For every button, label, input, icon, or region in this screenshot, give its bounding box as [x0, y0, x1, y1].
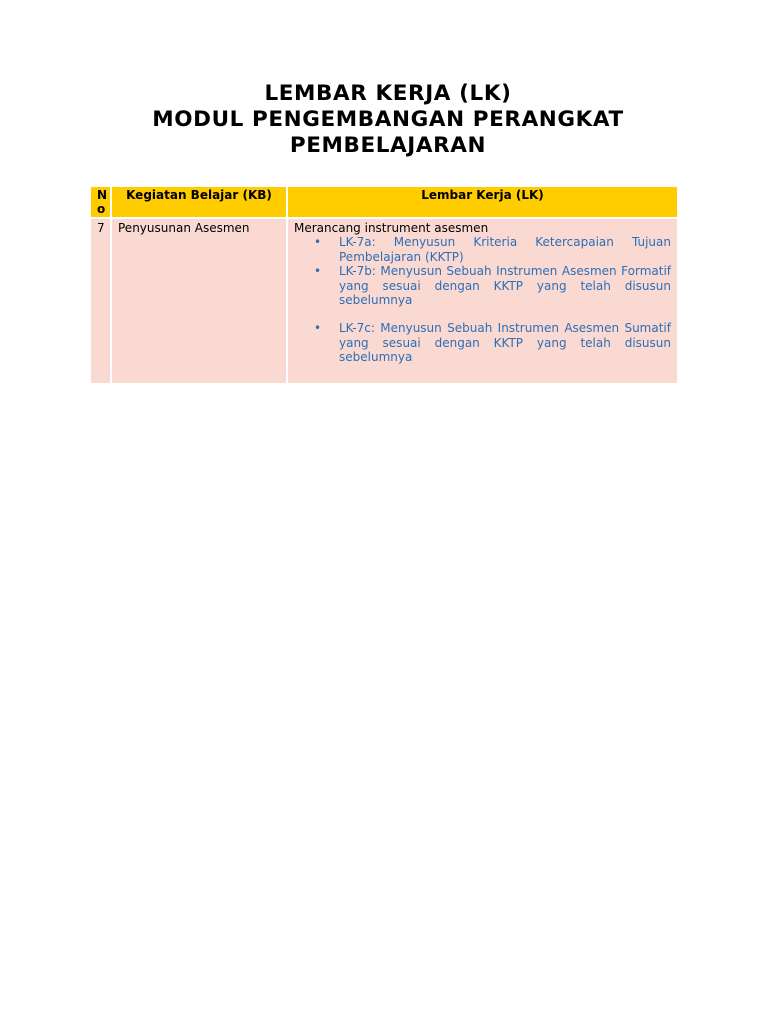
bullet-icon: • [314, 321, 322, 336]
list-item [314, 321, 671, 365]
bullet-icon: • [314, 264, 322, 279]
cell-no: 7 [91, 218, 111, 383]
lk-item-text: LK-7c: Menyusun Sebuah Instrumen Asesmen Sumatif yang sesuai dengan KKTP yang telah disusun sebelumnya [339, 321, 671, 365]
list-item [314, 235, 671, 264]
lk-table [91, 187, 677, 383]
list-item [314, 264, 671, 308]
cell-lembar-kerja [287, 218, 677, 383]
lk-item-text: LK-7a: Menyusun Kriteria Ketercapaian Tujuan Pembelajaran (KKTP) [339, 235, 671, 264]
lk-item-text: LK-7b: Menyusun Sebuah Instrumen Asesmen Formatif yang sesuai dengan KKTP yang telah disusun sebelumnya [339, 264, 671, 308]
header-no: No [91, 187, 111, 218]
table-header-row [91, 187, 677, 218]
cell-kegiatan-belajar: Penyusunan Asesmen [111, 218, 287, 383]
lk-intro-text: Merancang instrument asesmen [294, 221, 489, 235]
document-title [60, 81, 716, 159]
title-line-1: LEMBAR KERJA (LK) [264, 81, 512, 106]
title-line-2: MODUL PENGEMBANGAN PERANGKAT [152, 107, 624, 132]
header-lembar-kerja: Lembar Kerja (LK) [287, 187, 677, 218]
lk-item-list [294, 235, 671, 364]
table-row [91, 218, 677, 383]
bullet-icon: • [314, 235, 322, 250]
title-line-3: PEMBELAJARAN [289, 133, 487, 158]
header-kegiatan-belajar: Kegiatan Belajar (KB) [111, 187, 287, 218]
